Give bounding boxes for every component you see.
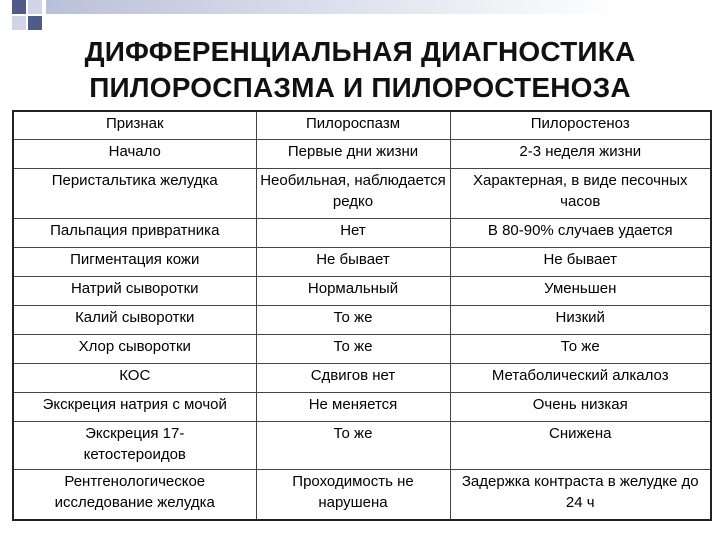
decor-square-light-2	[12, 16, 26, 30]
decor-square-dark-2	[28, 16, 42, 30]
pylorospasm-cell: Необильная, наблюдается редко	[256, 169, 450, 219]
header-cell-pylorostenosis: Пилоростеноз	[450, 111, 711, 140]
pylorostenosis-cell: Низкий	[450, 306, 711, 335]
decor-square-dark-1	[12, 0, 26, 14]
table-header-row	[13, 111, 711, 140]
page-title	[0, 34, 720, 106]
pylorospasm-cell: Нормальный	[256, 277, 450, 306]
pylorostenosis-cell: В 80-90% случаев удается	[450, 219, 711, 248]
pylorostenosis-cell: Уменьшен	[450, 277, 711, 306]
pylorospasm-cell: То же	[256, 422, 450, 470]
decor-square-light-1	[28, 0, 42, 14]
pylorospasm-cell: Нет	[256, 219, 450, 248]
table-row	[13, 470, 711, 520]
diagnosis-table	[12, 110, 712, 521]
pylorospasm-cell: Не бывает	[256, 248, 450, 277]
sign-cell: Перистальтика желудка	[13, 169, 256, 219]
pylorospasm-cell: Первые дни жизни	[256, 140, 450, 169]
pylorostenosis-cell: Метаболический алкалоз	[450, 364, 711, 393]
pylorostenosis-cell: Очень низкая	[450, 393, 711, 422]
decor-gradient-bar	[46, 0, 720, 14]
pylorospasm-cell: Не меняется	[256, 393, 450, 422]
sign-cell: Экскреция 17-кетостероидов	[13, 422, 256, 470]
sign-cell: Калий сыворотки	[13, 306, 256, 335]
sign-cell: Хлор сыворотки	[13, 335, 256, 364]
table-row	[13, 248, 711, 277]
sign-cell: Начало	[13, 140, 256, 169]
table-row	[13, 393, 711, 422]
pylorostenosis-cell: То же	[450, 335, 711, 364]
table-row	[13, 277, 711, 306]
sign-cell: Рентгенологическое исследование желудка	[13, 470, 256, 520]
table-row	[13, 364, 711, 393]
sign-cell: Натрий сыворотки	[13, 277, 256, 306]
title-line-2: ПИЛОРОСПАЗМА И ПИЛОРОСТЕНОЗА	[89, 72, 631, 103]
header-cell-pylorospasm: Пилороспазм	[256, 111, 450, 140]
pylorostenosis-cell: Не бывает	[450, 248, 711, 277]
sign-cell: Экскреция натрия с мочой	[13, 393, 256, 422]
title-line-1: ДИФФЕРЕНЦИАЛЬНАЯ ДИАГНОСТИКА	[84, 36, 636, 67]
pylorospasm-cell: Сдвигов нет	[256, 364, 450, 393]
table-row	[13, 169, 711, 219]
sign-cell: Пальпация привратника	[13, 219, 256, 248]
pylorostenosis-cell: Снижена	[450, 422, 711, 470]
sign-cell: Пигментация кожи	[13, 248, 256, 277]
table-row	[13, 219, 711, 248]
table-row	[13, 306, 711, 335]
pylorospasm-cell: Проходимость не нарушена	[256, 470, 450, 520]
pylorostenosis-cell: 2-3 неделя жизни	[450, 140, 711, 169]
pylorostenosis-cell: Задержка контраста в желудке до 24 ч	[450, 470, 711, 520]
table-row	[13, 335, 711, 364]
table-row	[13, 140, 711, 169]
table-row	[13, 422, 711, 470]
header-cell-sign: Признак	[13, 111, 256, 140]
sign-cell: КОС	[13, 364, 256, 393]
pylorospasm-cell: То же	[256, 335, 450, 364]
pylorospasm-cell: То же	[256, 306, 450, 335]
pylorostenosis-cell: Характерная, в виде песочных часов	[450, 169, 711, 219]
